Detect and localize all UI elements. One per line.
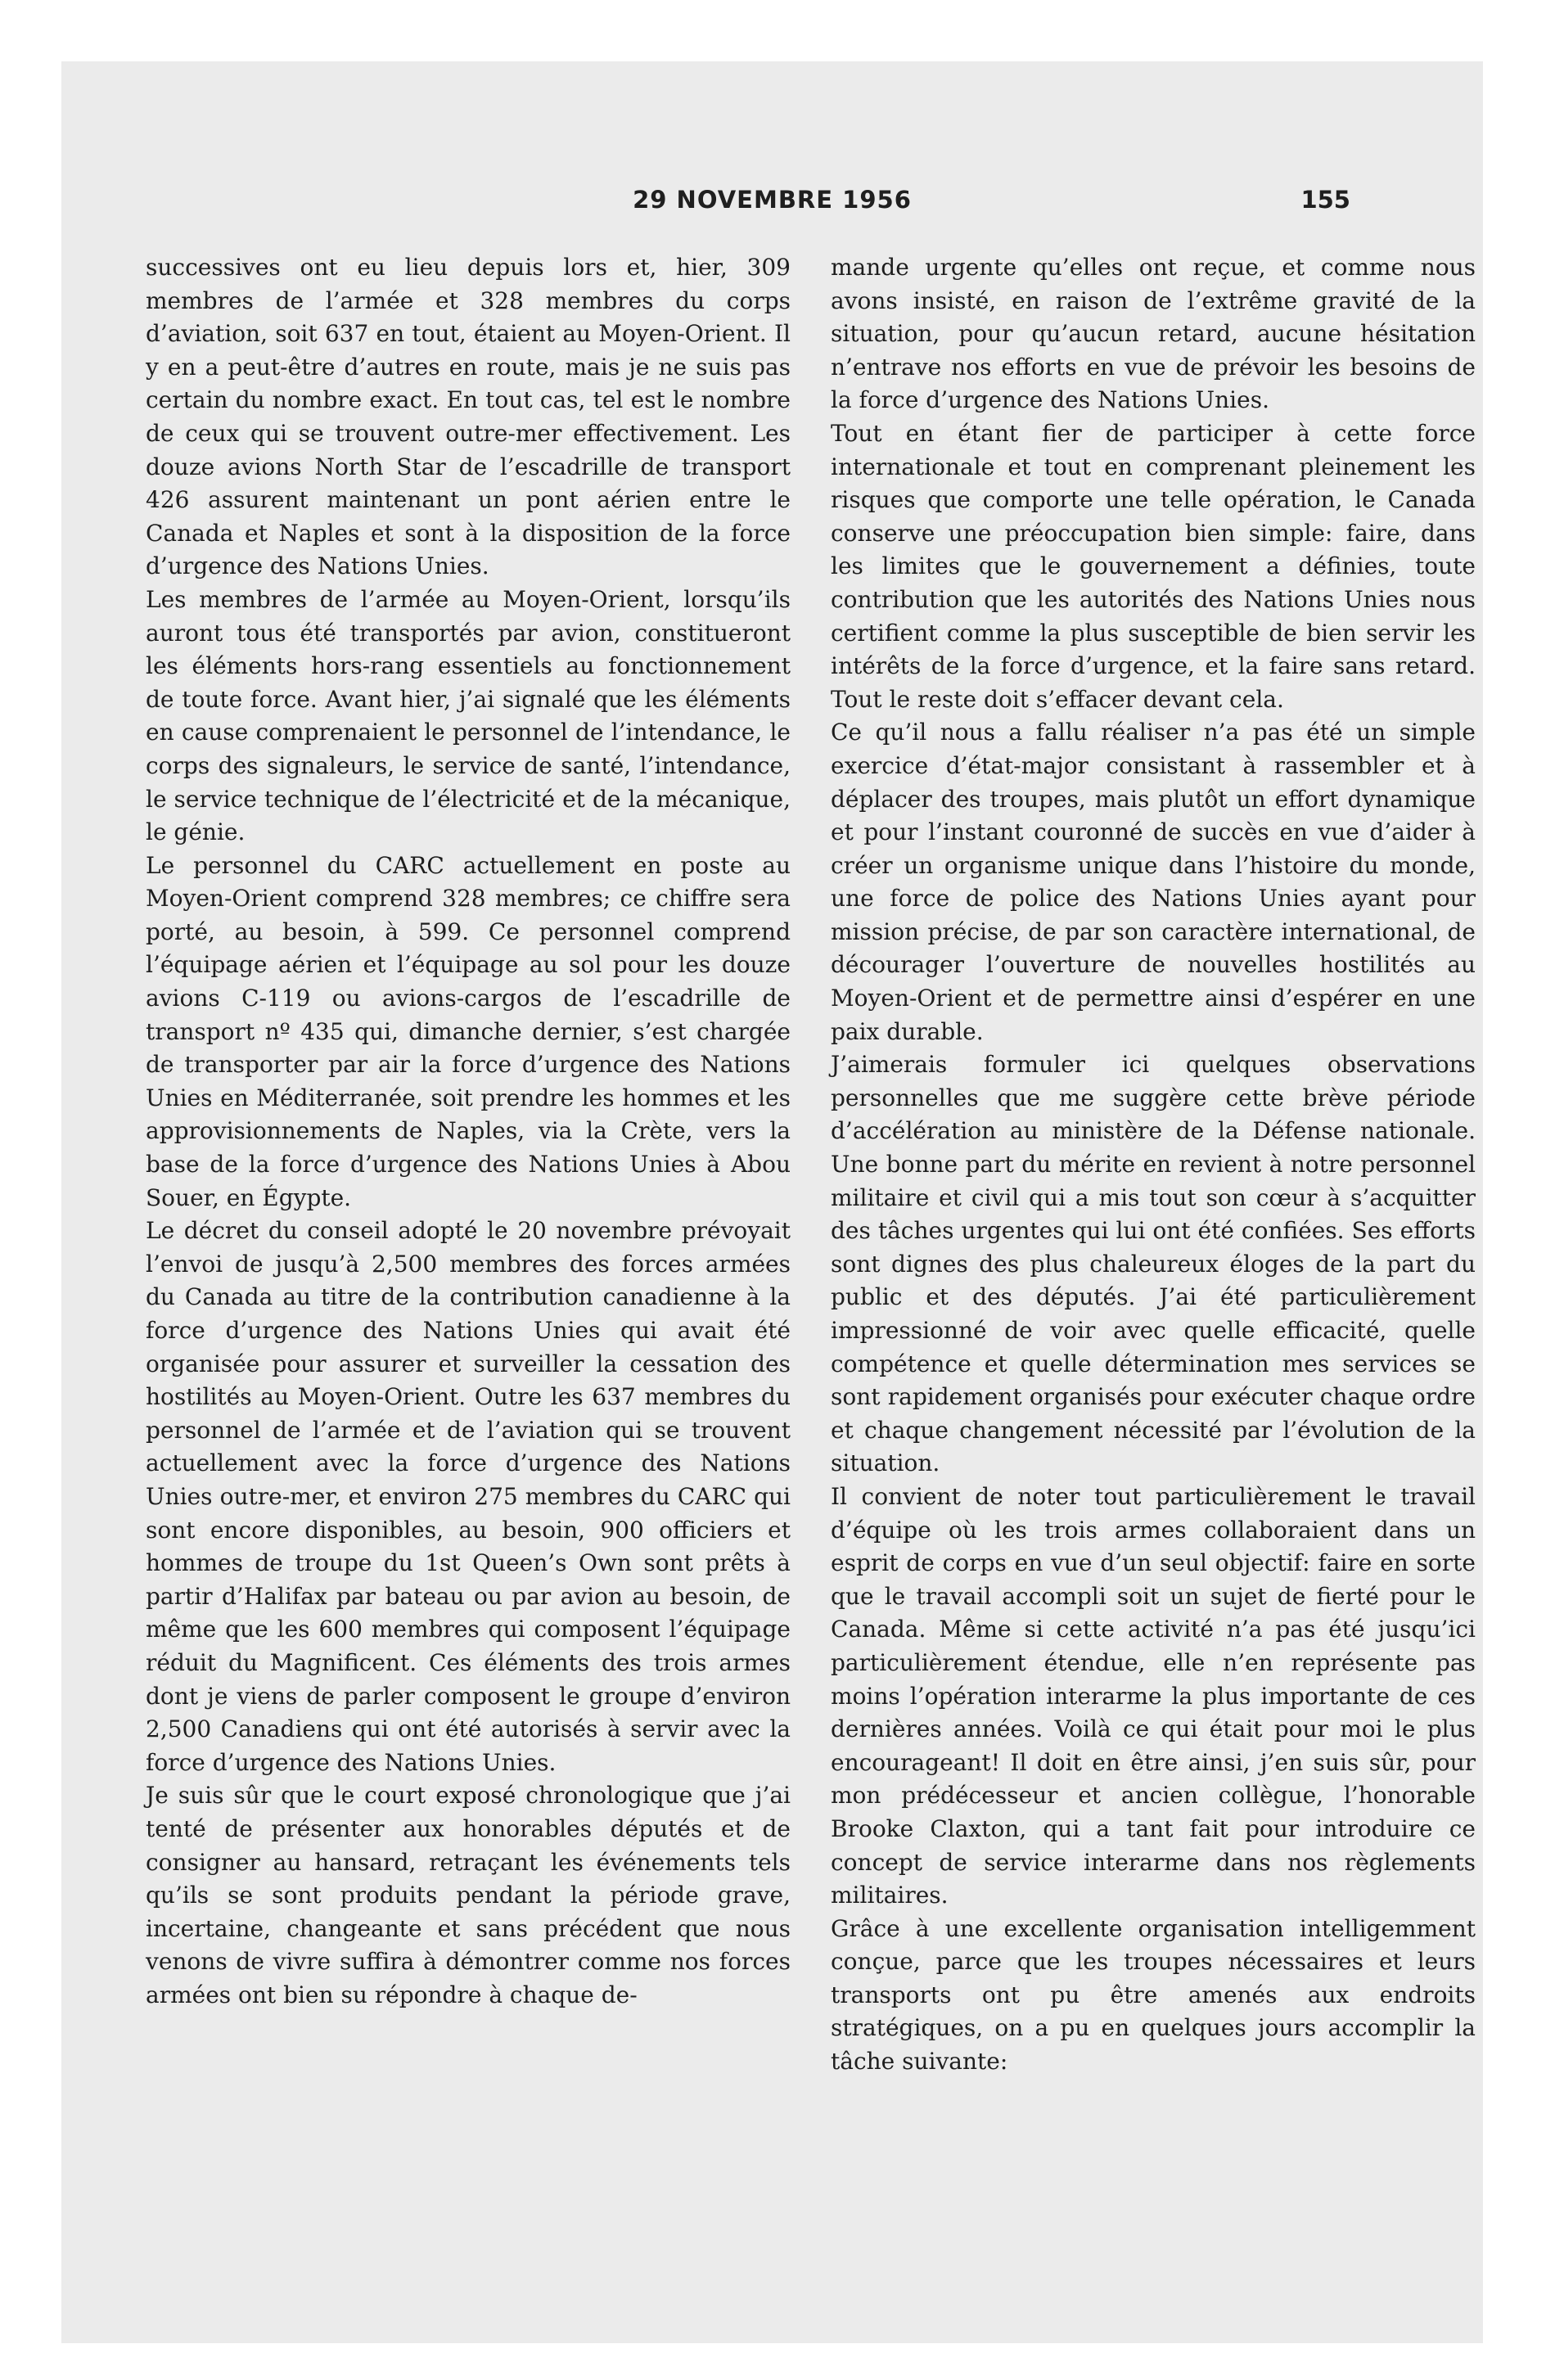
right-column xyxy=(831,251,1476,2079)
header-date: 29 NOVEMBRE 1956 xyxy=(633,186,912,214)
left-paragraph-4: Le décret du conseil adopté le 20 novembre prévoyait l’envoi de jusqu’à 2,500 membres des forces armées du Canada au titre de la contribution canadienne à la force d’urgence des Nations Unies qui avait été organisée pour assurer et surveiller la cessation des hostilités au Moyen-Orient. Outre les 637 membres du personnel de l’armée et de l’aviation qui se trouvent actuellement avec la force d’urgence des Nations Unies outre-mer, et environ 275 membres du CARC qui sont encore disponibles, au besoin, 900 officiers et hommes de troupe du 1st Queen’s Own sont prêts à partir d’Halifax par bateau ou par avion au besoin, de même que les 600 membres qui composent l’équipage réduit du Magnificent. Ces éléments des trois armes dont je viens de parler composent le groupe d’environ 2,500 Canadiens qui ont été autorisés à servir avec la force d’urgence des Nations Unies. xyxy=(146,1217,791,1776)
left-paragraph-2: Les membres de l’armée au Moyen-Orient, lorsqu’ils auront tous été transportés par avion, constitueront les éléments hors-rang essentiels au fonctionnement de toute force. Avant hier, j’ai signalé que les éléments en cause comprenaient le personnel de l’intendance, le corps des signaleurs, le service de santé, l’intendance, le service technique de l’électricité et de la mécanique, le génie. xyxy=(146,585,791,846)
document-page xyxy=(61,61,1483,2343)
right-paragraph-4: J’aimerais formuler ici quelques observations personnelles que me suggère cette brève période d’accélération au ministère de la Défense nationale. Une bonne part du mérite en revient à notre personnel militaire et civil qui a mis tout son cœur à s’acquitter des tâches urgentes qui lui ont été confiées. Ses efforts sont dignes des plus chaleureux éloges de la part du public et des députés. J’ai été particulièrement impressionné de voir avec quelle efficacité, quelle compétence et quelle détermination mes services se sont rapidement organisés pour exécuter chaque ordre et chaque changement nécessité par l’évolution de la situation. xyxy=(831,1051,1476,1477)
left-paragraph-5: Je suis sûr que le court exposé chronologique que j’ai tenté de présenter aux honorables députés et de consigner au hansard, retraçant les événements tels qu’ils se sont produits pendant la période grave, incertaine, changeante et sans précédent que nous venons de vivre suffira à démontrer comme nos forces armées ont bien su répondre à chaque de- xyxy=(146,1782,791,2008)
left-column xyxy=(146,251,791,2012)
page-number: 155 xyxy=(1300,186,1350,214)
right-paragraph-5: Il convient de noter tout particulièrement le travail d’équipe où les trois armes collaboraient dans un esprit de corps en vue d’un seul objectif: faire en sorte que le travail accompli soit un sujet de fierté pour le Canada. Même si cette activité n’a pas été jusqu’ici particulièrement étendue, elle n’en représente pas moins l’opération interarme la plus importante de ces dernières années. Voilà ce qui était pour moi le plus encourageant! Il doit en être ainsi, j’en suis sûr, pour mon prédécesseur et ancien collègue, l’honorable Brooke Claxton, qui a tant fait pour introduire ce concept de service interarme dans nos règlements militaires. xyxy=(831,1482,1476,1909)
right-paragraph-2: Tout en étant fier de participer à cette force internationale et tout en comprenant pleinement les risques que comporte une telle opération, le Canada conserve une préoccupation bien simple: faire, dans les limites que le gouvernement a définies, toute contribution que les autorités des Nations Unies nous certifient comme la plus susceptible de bien servir les intérêts de la force d’urgence, et la faire sans retard. Tout le reste doit s’effacer devant cela. xyxy=(831,419,1476,713)
left-paragraph-3: Le personnel du CARC actuellement en poste au Moyen-Orient comprend 328 membres; ce chiffre sera porté, au besoin, à 599. Ce personnel comprend l’équipage aérien et l’équipage au sol pour les douze avions C-119 ou avions-cargos de l’escadrille de transport nº 435 qui, dimanche dernier, s’est chargée de transporter par air la force d’urgence des Nations Unies en Méditerranée, soit prendre les hommes et les approvisionnements de Naples, via la Crète, vers la base de la force d’urgence des Nations Unies à Abou Souer, en Égypte. xyxy=(146,851,791,1211)
left-paragraph-1: successives ont eu lieu depuis lors et, hier, 309 membres de l’armée et 328 membres du corps d’aviation, soit 637 en tout, étaient au Moyen-Orient. Il y en a peut-être d’autres en route, mais je ne suis pas certain du nombre exact. En tout cas, tel est le nombre de ceux qui se trouvent outre-mer effectivement. Les douze avions North Star de l’escadrille de transport 426 assurent maintenant un pont aérien entre le Canada et Naples et sont à la disposition de la force d’urgence des Nations Unies. xyxy=(146,254,791,580)
right-paragraph-3: Ce qu’il nous a fallu réaliser n’a pas été un simple exercice d’état-major consistant à rassembler et à déplacer des troupes, mais plutôt un effort dynamique et pour l’instant couronné de succès en vue d’aider à créer un organisme unique dans l’histoire du monde, une force de police des Nations Unies ayant pour mission précise, de par son caractère international, de décourager l’ouverture de nouvelles hostilités au Moyen-Orient et de permettre ainsi d’espérer en une paix durable. xyxy=(831,719,1476,1045)
right-paragraph-1: mande urgente qu’elles ont reçue, et comme nous avons insisté, en raison de l’extrême gravité de la situation, pour qu’aucun retard, aucune hésitation n’entrave nos efforts en vue de prévoir les besoins de la force d’urgence des Nations Unies. xyxy=(831,254,1476,414)
right-paragraph-6: Grâce à une excellente organisation intelligemment conçue, parce que les troupes nécessaires et leurs transports ont pu être amenés aux endroits stratégiques, on a pu en quelques jours accomplir la tâche suivante: xyxy=(831,1914,1476,2076)
